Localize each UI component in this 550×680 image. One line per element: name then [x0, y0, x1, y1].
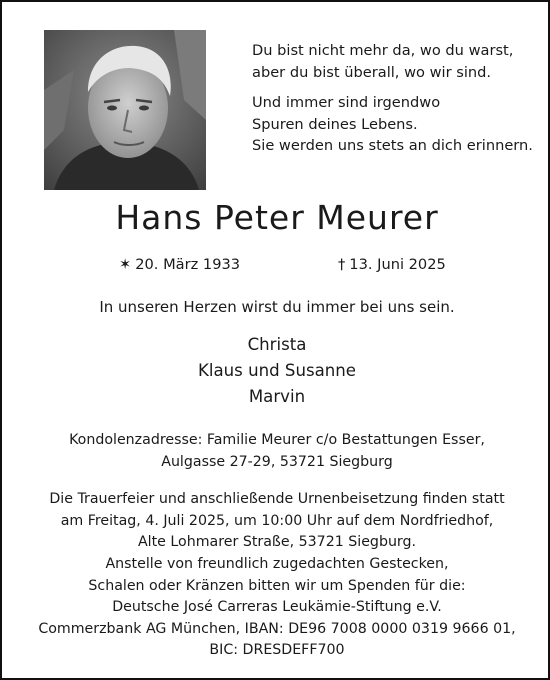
donation-line: Deutsche José Carreras Leukämie-Stiftung e.V.: [112, 599, 442, 615]
poem-line: Und immer sind irgendwo: [252, 94, 441, 111]
family-member: Christa: [247, 335, 307, 354]
family-member: Marvin: [248, 387, 306, 406]
poem-line: aber du bist überall, wo wir sind.: [252, 63, 492, 81]
donation-line: Anstelle von freundlich zugedachten Gestecken,: [105, 556, 449, 572]
deceased-name: Hans Peter Meurer: [115, 198, 439, 237]
poem-line: Sie werden uns stets an dich erinnern.: [252, 137, 533, 154]
donation-line: BIC: DRESDEFF700: [209, 642, 345, 658]
death-date-line: [338, 256, 446, 273]
family-names: [2, 332, 550, 410]
donation-line: Schalen oder Kränzen bitten wir um Spenden für die:: [88, 577, 466, 594]
poem-line: Spuren deines Lebens.: [252, 115, 418, 133]
poem-stanza-1: [252, 40, 533, 83]
memorial-motto: In unseren Herzen wirst du immer bei uns sein.: [99, 298, 455, 316]
donation-line: Commerzbank AG München, IBAN: DE96 7008 0000 0319 9666 01,: [38, 620, 516, 637]
birth-star-icon: ✶: [119, 256, 132, 273]
poem-stanza-2: [252, 92, 533, 157]
poem: [252, 40, 533, 157]
funeral-line: Alte Lohmarer Straße, 53721 Siegburg.: [137, 534, 417, 550]
funeral-line: Die Trauerfeier und anschließende Urnenbeisetzung finden statt: [49, 491, 505, 507]
death-cross-icon: †: [338, 256, 346, 273]
portrait-icon: [44, 30, 206, 190]
funeral-line: am Freitag, 4. Juli 2025, um 10:00 Uhr auf dem Nordfriedhof,: [60, 512, 494, 529]
portrait-photo: [44, 30, 206, 190]
birth-date: 20. März 1933: [135, 256, 241, 273]
address-line: Aulgasse 27-29, 53721 Siegburg: [161, 453, 393, 470]
donation-info: [2, 554, 550, 662]
address-line: Kondolenzadresse: Familie Meurer c/o Bestattungen Esser,: [69, 432, 485, 448]
birth-date-line: [119, 256, 240, 273]
death-date: 13. Juni 2025: [349, 256, 446, 273]
family-member: Klaus und Susanne: [197, 361, 357, 380]
funeral-info: [2, 489, 550, 554]
condolence-address: [2, 430, 550, 473]
poem-line: Du bist nicht mehr da, wo du warst,: [252, 42, 514, 59]
